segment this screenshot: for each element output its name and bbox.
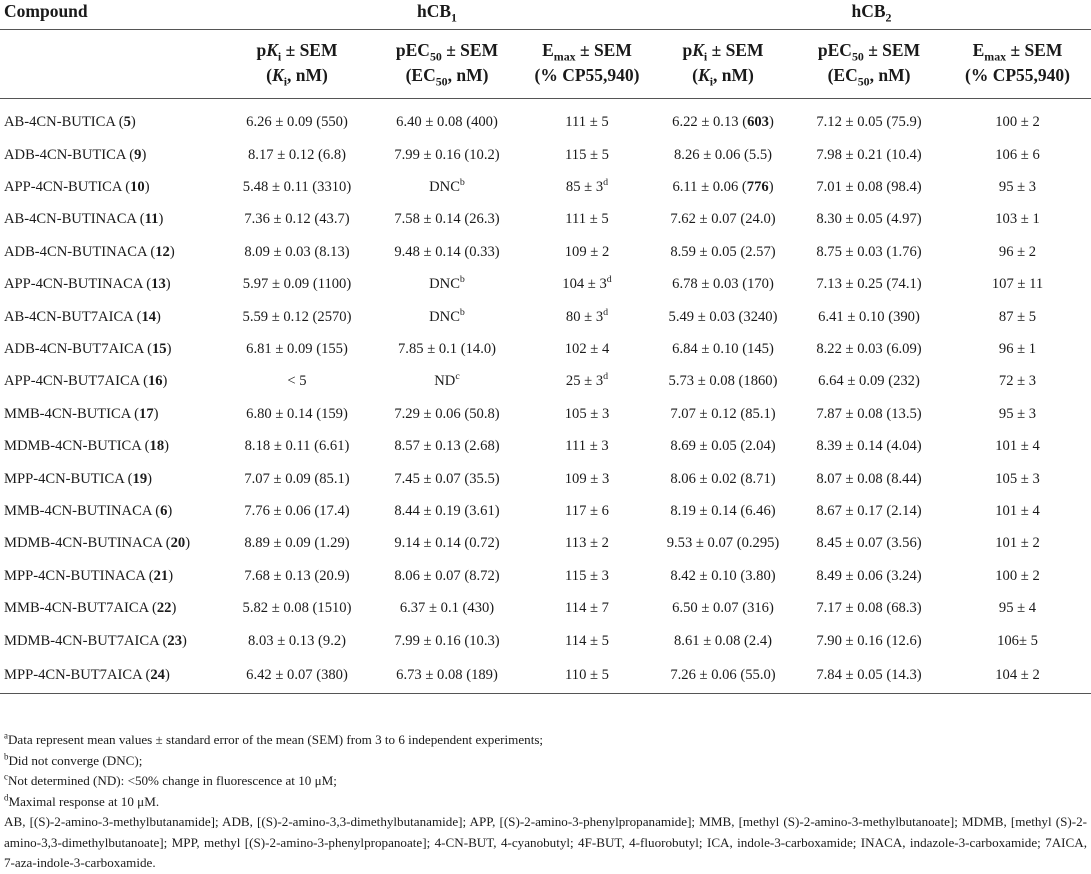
hcb1-pki-cell: 5.97 ± 0.09 (1100) [242, 276, 352, 293]
hcb2-pki-cell: 8.69 ± 0.05 (2.04) [670, 438, 776, 455]
hcb2-pki-cell: 6.50 ± 0.07 (316) [672, 600, 774, 617]
hcb2-emax-cell: 95 ± 3 [998, 405, 1037, 422]
hcb1-emax-cell: $85 \pm 3^d$ [565, 177, 609, 196]
hcb1-pki-cell: 8.03 ± 0.13 (9.2) [248, 632, 346, 649]
hcb2-pec50-cell: 6.64 ± 0.09 (232) [818, 373, 920, 390]
hcb2-emax-cell: 105 ± 3 [995, 470, 1040, 487]
hcb2-emax-cell: 96 ± 1 [998, 341, 1037, 358]
compound-cell: ADB-4CN-BUTINACA (12) [4, 243, 175, 260]
hcb1-pki-cell: 7.68 ± 0.13 (20.9) [244, 567, 350, 584]
hcb2-pki-cell: 7.62 ± 0.07 (24.0) [670, 211, 776, 228]
hcb2-emax-cell: 101 ± 2 [995, 535, 1040, 552]
hcb2-pki-cell: 7.26 ± 0.06 (55.0) [652, 657, 794, 694]
hcb1-emax-cell: $80 \pm 3^d$ [565, 306, 609, 325]
hcb1-emax-cell: $104 \pm 3^d$ [562, 274, 612, 293]
hcb2-pec50-cell: 7.17 ± 0.08 (68.3) [816, 600, 922, 617]
hcb1-pki-cell: 6.26 ± 0.09 (550) [246, 113, 348, 130]
compound-cell: MMB-4CN-BUTINACA (6) [4, 502, 173, 519]
table-header [0, 0, 1091, 99]
group-header-row [0, 0, 1091, 30]
table-row [0, 431, 1091, 463]
hcb2-emax-cell: 100 ± 2 [995, 113, 1040, 130]
abbreviations-note: AB, [(S)-2-amino-3-methylbutanamide]; ADB, [(S)-2-amino-3,3-dimethylbutanamide]; APP, [(S)-2-amino-3-phenylpropanamide]; MMB, [methyl (S)-2-amino-3-methylbutanoate]; MDMB, [methyl (S)-2-amino-3,3-dimethylbutanoate]; MPP, methyl [(S)-2-amino-3-phenylpropanoate]; 4-CN-BUT, 4-cyanobutyl; 4F-BUT, 4-fluorobutyl; ICA, indole-3-carboxamide; INACA, indazole-3-carboxamide; 7AICA, 7-aza-indole-3-carboxamide. [4, 814, 1087, 870]
empty-header-cell [0, 30, 222, 99]
hcb2-pki-cell: 6.84 ± 0.10 (145) [672, 341, 774, 358]
compound-cell: APP-4CN-BUT7AICA (16) [4, 373, 168, 390]
hcb1-pki-cell: 8.17 ± 0.12 (6.8) [248, 146, 346, 163]
hcb1-pki-cell: 7.36 ± 0.12 (43.7) [244, 211, 350, 228]
table-row [0, 625, 1091, 657]
hcb1-pec50-cell: 8.06 ± 0.07 (8.72) [394, 567, 500, 584]
compound-cell: AB-4CN-BUT7AICA (14) [4, 308, 161, 325]
hcb1-pki-cell: 5.48 ± 0.11 (3310) [242, 179, 352, 196]
hcb1-pki-cell: 8.09 ± 0.03 (8.13) [244, 243, 350, 260]
hcb2-emax-header: $E_{max}$ ± SEM (% CP55,940) [944, 30, 1091, 99]
hcb1-pki-header: $pK_i$ ± SEM ($K_i$, nM) [222, 30, 372, 99]
hcb2-emax-cell: 101 ± 4 [995, 502, 1040, 519]
hcb2-emax-cell: 104 ± 2 [944, 657, 1091, 694]
hcb2-pec50-cell: 8.67 ± 0.17 (2.14) [816, 502, 922, 519]
hcb1-pki-cell: < 5 [287, 373, 307, 390]
footnotes [4, 730, 1087, 874]
hcb2-emax-cell: 106± 5 [997, 632, 1038, 649]
hcb1-pki-cell: 6.42 ± 0.07 (380) [222, 657, 372, 694]
hcb1-pec50-cell: 6.40 ± 0.08 (400) [396, 113, 498, 130]
compound-cell: MDMB-4CN-BUTINACA (20) [4, 535, 191, 552]
compound-cell: MPP-4CN-BUTICA (19) [4, 470, 152, 487]
table-row [0, 236, 1091, 268]
table-row [0, 366, 1091, 398]
compound-header: Compound [0, 0, 222, 30]
hcb1-emax-cell: 113 ± 2 [565, 535, 609, 552]
hcb1-pec50-cell: 7.29 ± 0.06 (50.8) [394, 405, 500, 422]
hcb2-pec50-cell: 8.49 ± 0.06 (3.24) [816, 567, 922, 584]
hcb2-emax-cell: 72 ± 3 [998, 373, 1037, 390]
hcb1-pec50-cell: 6.73 ± 0.08 (189) [372, 657, 522, 694]
footnote-c: $^c$Not determined (ND): <50% change in fluorescence at 10 μM; [4, 771, 337, 788]
hcb2-pec50-cell: 7.87 ± 0.08 (13.5) [816, 405, 922, 422]
compound-cell: AB-4CN-BUTICA (5) [4, 113, 136, 130]
hcb1-emax-cell: 117 ± 6 [565, 502, 609, 519]
hcb2-pki-cell: 6.11 ± 0.06 (776) [672, 179, 774, 196]
hcb1-pki-cell: 5.59 ± 0.12 (2570) [242, 308, 352, 325]
compound-cell: ADB-4CN-BUT7AICA (15) [4, 341, 172, 358]
footnote-d: $^d$Maximal response at 10 μM. [4, 792, 160, 809]
table-body [0, 99, 1091, 694]
table-row [0, 139, 1091, 171]
hcb2-pki-cell: 9.53 ± 0.07 (0.295) [666, 535, 780, 552]
compound-cell: MMB-4CN-BUT7AICA (22) [4, 600, 177, 617]
hcb2-pec50-cell: 7.84 ± 0.05 (14.3) [794, 657, 944, 694]
hcb2-emax-cell: 96 ± 2 [998, 243, 1037, 260]
hcb1-pki-cell: 8.89 ± 0.09 (1.29) [244, 535, 350, 552]
hcb2-pki-cell: 8.26 ± 0.06 (5.5) [674, 146, 772, 163]
hcb1-emax-cell: 109 ± 2 [564, 243, 610, 260]
hcb1-pec50-cell: 9.48 ± 0.14 (0.33) [394, 243, 500, 260]
hcb1-emax-cell: 115 ± 5 [565, 146, 609, 163]
table-row [0, 398, 1091, 430]
hcb1-pec50-cell: 8.44 ± 0.19 (3.61) [394, 502, 500, 519]
hcb2-emax-cell: 87 ± 5 [998, 308, 1037, 325]
hcb1-pki-cell: 6.81 ± 0.09 (155) [246, 341, 348, 358]
hcb2-pec50-cell: 8.39 ± 0.14 (4.04) [816, 438, 922, 455]
hcb2-pki-cell: 5.49 ± 0.03 (3240) [668, 308, 778, 325]
hcb1-pec50-cell: 7.85 ± 0.1 (14.0) [398, 341, 496, 358]
footnote-a: $^a$Data represent mean values ± standard error of the mean (SEM) from 3 to 6 independent experiments; [4, 730, 544, 747]
hcb2-pec50-cell: 6.41 ± 0.10 (390) [818, 308, 920, 325]
hcb1-pec50-cell: 7.58 ± 0.14 (26.3) [394, 211, 500, 228]
hcb1-pec50-cell: 7.45 ± 0.07 (35.5) [394, 470, 500, 487]
table-row [0, 560, 1091, 592]
compound-cell: MPP-4CN-BUT7AICA (24) [0, 657, 222, 694]
compound-cell: MDMB-4CN-BUT7AICA (23) [4, 632, 187, 649]
hcb1-pki-cell: 5.82 ± 0.08 (1510) [242, 600, 352, 617]
hcb2-pec50-cell: 7.13 ± 0.25 (74.1) [816, 276, 922, 293]
hcb1-pec50-cell: DNC$^b$ [429, 274, 465, 293]
compound-cell: AB-4CN-BUTINACA (11) [4, 211, 164, 228]
table-row [0, 269, 1091, 301]
hcb2-pec50-cell: 7.98 ± 0.21 (10.4) [816, 146, 922, 163]
table-row [0, 463, 1091, 495]
hcb1-emax-cell: $25 \pm 3^d$ [565, 371, 609, 390]
table-row [0, 528, 1091, 560]
hcb2-pec50-cell: 8.30 ± 0.05 (4.97) [816, 211, 922, 228]
compound-cell: MDMB-4CN-BUTICA (18) [4, 438, 170, 455]
hcb2-pec50-header: pEC$_{50}$ ± SEM ($EC_{50}$, nM) [794, 30, 944, 99]
hcb1-emax-header: $E_{max}$ ± SEM (% CP55,940) [522, 30, 652, 99]
hcb2-emax-cell: 103 ± 1 [995, 211, 1040, 228]
hcb2-pki-cell: 8.59 ± 0.05 (2.57) [670, 243, 776, 260]
hcb1-group-header: hCB$_1$ [222, 0, 652, 30]
footnote-b: $^b$Did not converge (DNC); [4, 751, 143, 768]
hcb2-pec50-cell: 7.12 ± 0.05 (75.9) [816, 113, 922, 130]
hcb1-pec50-cell: 8.57 ± 0.13 (2.68) [394, 438, 500, 455]
hcb1-emax-cell: 111 ± 5 [565, 211, 609, 228]
hcb1-emax-cell: 111 ± 3 [565, 438, 609, 455]
hcb1-pec50-cell: 7.99 ± 0.16 (10.3) [394, 632, 500, 649]
hcb1-pec50-cell: 6.37 ± 0.1 (430) [399, 600, 495, 617]
hcb2-pki-cell: 8.19 ± 0.14 (6.46) [670, 502, 776, 519]
hcb2-group-header: hCB$_2$ [652, 0, 1091, 30]
hcb1-emax-cell: 102 ± 4 [564, 341, 610, 358]
table-row [0, 301, 1091, 333]
hcb2-pec50-cell: 8.45 ± 0.07 (3.56) [816, 535, 922, 552]
table-row [0, 592, 1091, 624]
hcb2-pki-cell: 5.73 ± 0.08 (1860) [668, 373, 778, 390]
compound-cell: MPP-4CN-BUTINACA (21) [4, 567, 174, 584]
hcb2-emax-cell: 107 ± 11 [991, 276, 1044, 293]
hcb2-pki-cell: 7.07 ± 0.12 (85.1) [670, 405, 776, 422]
table-row [0, 495, 1091, 527]
column-header-row [0, 30, 1091, 99]
hcb1-emax-cell: 105 ± 3 [564, 405, 610, 422]
hcb2-pec50-cell: 8.75 ± 0.03 (1.76) [816, 243, 922, 260]
hcb2-pki-cell: 8.42 ± 0.10 (3.80) [670, 567, 776, 584]
hcb2-pec50-cell: 7.90 ± 0.16 (12.6) [816, 632, 922, 649]
table-row [0, 657, 1091, 694]
hcb1-emax-cell: 111 ± 5 [565, 113, 609, 130]
hcb1-pec50-cell: 9.14 ± 0.14 (0.72) [394, 535, 500, 552]
hcb1-pki-cell: 7.76 ± 0.06 (17.4) [244, 502, 350, 519]
hcb2-emax-cell: 95 ± 4 [998, 600, 1037, 617]
hcb1-emax-cell: 114 ± 7 [565, 600, 609, 617]
hcb1-emax-cell: 115 ± 3 [565, 567, 609, 584]
hcb1-pec50-cell: DNC$^b$ [429, 306, 465, 325]
hcb1-emax-cell: 110 ± 5 [522, 657, 652, 694]
hcb1-pec50-cell: DNC$^b$ [429, 177, 465, 196]
hcb1-pec50-header: pEC$_{50}$ ± SEM ($EC_{50}$, nM) [372, 30, 522, 99]
table-row [0, 171, 1091, 203]
compound-cell: ADB-4CN-BUTICA (9) [4, 146, 147, 163]
table-row [0, 99, 1091, 140]
hcb2-pki-cell: 6.78 ± 0.03 (170) [672, 276, 774, 293]
compound-cell: APP-4CN-BUTINACA (13) [4, 276, 171, 293]
hcb2-pec50-cell: 7.01 ± 0.08 (98.4) [816, 179, 922, 196]
hcb2-pki-cell: 8.06 ± 0.02 (8.71) [670, 470, 776, 487]
table-row [0, 333, 1091, 365]
hcb2-pki-cell: 6.22 ± 0.13 (603) [672, 113, 774, 130]
compound-cell: APP-4CN-BUTICA (10) [4, 179, 150, 196]
hcb1-pki-cell: 6.80 ± 0.14 (159) [246, 405, 348, 422]
hcb1-pki-cell: 7.07 ± 0.09 (85.1) [244, 470, 350, 487]
hcb2-pki-cell: 8.61 ± 0.08 (2.4) [674, 632, 772, 649]
hcb2-pec50-cell: 8.22 ± 0.03 (6.09) [816, 341, 922, 358]
table-row [0, 204, 1091, 236]
hcb1-emax-cell: 109 ± 3 [564, 470, 610, 487]
hcb1-pki-cell: 8.18 ± 0.11 (6.61) [244, 438, 350, 455]
hcb2-emax-cell: 100 ± 2 [995, 567, 1040, 584]
hcb1-pec50-cell: $ND^c$ [434, 371, 460, 390]
hcb2-emax-cell: 95 ± 3 [998, 179, 1037, 196]
hcb2-emax-cell: 106 ± 6 [995, 146, 1040, 163]
hcb1-emax-cell: 114 ± 5 [565, 632, 609, 649]
hcb2-pki-header: $pK_i$ ± SEM ($K_i$, nM) [652, 30, 794, 99]
hcb2-pec50-cell: 8.07 ± 0.08 (8.44) [816, 470, 922, 487]
compound-cell: MMB-4CN-BUTICA (17) [4, 405, 159, 422]
hcb1-pec50-cell: 7.99 ± 0.16 (10.2) [394, 146, 500, 163]
hcb2-emax-cell: 101 ± 4 [995, 438, 1040, 455]
